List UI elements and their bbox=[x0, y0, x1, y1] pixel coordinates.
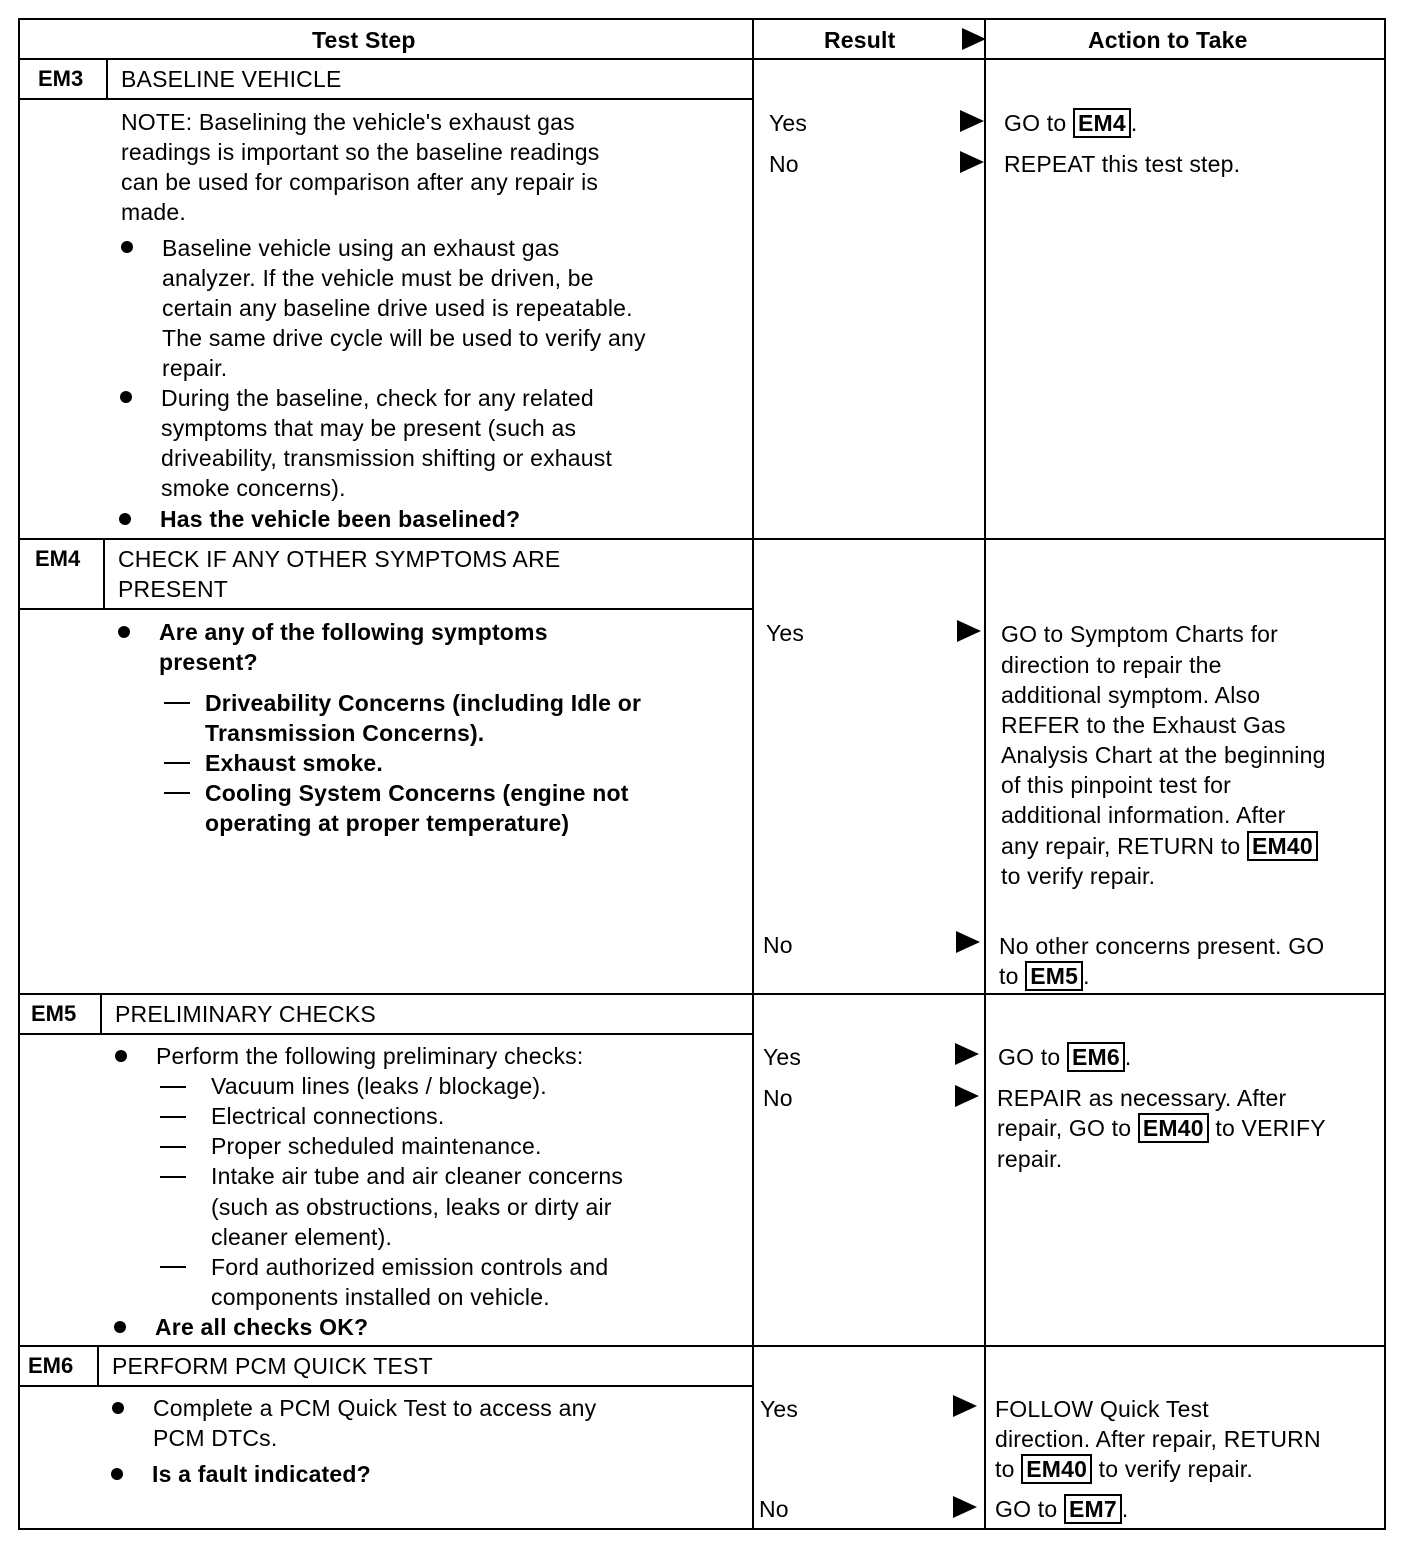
em6-bullet-line: PCM DTCs. bbox=[153, 1425, 278, 1451]
em4-action-yes-line: to verify repair. bbox=[1001, 863, 1156, 889]
em5-sub4-line: (such as obstructions, leaks or dirty air bbox=[211, 1194, 612, 1220]
em4-ref-em5[interactable]: EM5 bbox=[1025, 961, 1083, 991]
em4-sub3-line: operating at proper temperature) bbox=[205, 810, 570, 836]
em5-action-no-text: to VERIFY bbox=[1215, 1115, 1326, 1141]
dash-icon bbox=[160, 1086, 186, 1088]
column-divider-action bbox=[984, 18, 986, 1530]
dash-icon bbox=[160, 1116, 186, 1118]
bullet-icon bbox=[121, 241, 133, 253]
em5-action-yes bbox=[998, 1042, 1131, 1072]
em3-bullet2-line: driveability, transmission shifting or exhaust bbox=[161, 445, 613, 471]
bullet-icon bbox=[120, 391, 132, 403]
em3-action-yes-text: GO to bbox=[1004, 110, 1067, 136]
result-arrow-icon bbox=[960, 151, 984, 173]
row-divider-em6 bbox=[18, 1345, 1386, 1347]
em4-result-yes: Yes bbox=[766, 620, 805, 646]
em4-title-line: CHECK IF ANY OTHER SYMPTOMS ARE bbox=[118, 546, 561, 572]
em6-code: EM6 bbox=[28, 1353, 74, 1378]
bullet-icon bbox=[114, 1321, 126, 1333]
em6-action-yes-line: direction. After repair, RETURN bbox=[995, 1426, 1321, 1452]
em5-action-yes-period: . bbox=[1124, 1044, 1132, 1070]
em3-bullet2-line: symptoms that may be present (such as bbox=[161, 415, 577, 441]
em6-question: Is a fault indicated? bbox=[152, 1461, 371, 1487]
em5-question: Are all checks OK? bbox=[155, 1314, 369, 1340]
em3-note-line: NOTE: Baselining the vehicle's exhaust gas bbox=[121, 109, 575, 135]
column-divider-result bbox=[752, 18, 754, 1530]
em3-action-yes-period: . bbox=[1130, 110, 1138, 136]
header-arrow-icon bbox=[962, 28, 986, 50]
em5-result-yes: Yes bbox=[763, 1044, 802, 1070]
em6-action-yes-text: to verify repair. bbox=[1098, 1456, 1253, 1482]
em6-code-divider bbox=[97, 1345, 99, 1385]
em4-code-divider bbox=[103, 538, 105, 608]
em5-title-underline bbox=[18, 1033, 752, 1035]
em5-title: PRELIMINARY CHECKS bbox=[115, 1001, 376, 1027]
em4-action-yes-line: additional information. After bbox=[1001, 802, 1286, 828]
em5-sub1: Vacuum lines (leaks / blockage). bbox=[211, 1073, 547, 1099]
dash-icon bbox=[164, 762, 190, 764]
em4-ref-em40[interactable]: EM40 bbox=[1247, 831, 1318, 861]
em6-action-no bbox=[995, 1494, 1128, 1524]
row-divider-em4 bbox=[18, 538, 1386, 540]
em3-code: EM3 bbox=[38, 66, 84, 91]
em4-sub1-line: Driveability Concerns (including Idle or bbox=[205, 690, 642, 716]
em6-ref-em40[interactable]: EM40 bbox=[1021, 1454, 1092, 1484]
row-divider-em5 bbox=[18, 993, 1386, 995]
em5-sub5-line: components installed on vehicle. bbox=[211, 1284, 550, 1310]
em4-code: EM4 bbox=[35, 546, 81, 571]
em3-note-line: made. bbox=[121, 199, 186, 225]
result-arrow-icon bbox=[960, 110, 984, 132]
em6-ref-em7[interactable]: EM7 bbox=[1064, 1494, 1122, 1524]
em5-bullet: Perform the following preliminary checks: bbox=[156, 1043, 584, 1069]
header-divider bbox=[18, 58, 1386, 60]
em5-ref-em6[interactable]: EM6 bbox=[1067, 1042, 1125, 1072]
em4-sub3-line: Cooling System Concerns (engine not bbox=[205, 780, 629, 806]
em3-bullet1-line: certain any baseline drive used is repeatable. bbox=[162, 295, 633, 321]
bullet-icon bbox=[119, 513, 131, 525]
em4-action-yes-return bbox=[1001, 831, 1318, 861]
result-arrow-icon bbox=[957, 620, 981, 642]
em4-action-no-line: No other concerns present. GO bbox=[999, 933, 1325, 959]
dash-icon bbox=[164, 702, 190, 704]
em5-result-no: No bbox=[763, 1085, 793, 1111]
em4-action-no-text: to bbox=[999, 963, 1019, 989]
em4-action-yes-line: additional symptom. Also bbox=[1001, 682, 1261, 708]
em4-action-yes-line: Analysis Chart at the beginning bbox=[1001, 742, 1326, 768]
em5-sub4-line: Intake air tube and air cleaner concerns bbox=[211, 1163, 624, 1189]
result-arrow-icon bbox=[955, 1043, 979, 1065]
em3-result-no: No bbox=[769, 151, 799, 177]
em3-bullet1-line: repair. bbox=[162, 355, 228, 381]
em3-question: Has the vehicle been baselined? bbox=[160, 506, 521, 532]
em3-note-line: readings is important so the baseline readings bbox=[121, 139, 600, 165]
em6-bullet-line: Complete a PCM Quick Test to access any bbox=[153, 1395, 597, 1421]
header-test-step: Test Step bbox=[312, 27, 416, 53]
em4-action-yes-line: REFER to the Exhaust Gas bbox=[1001, 712, 1286, 738]
em6-title-underline bbox=[18, 1385, 752, 1387]
em4-sub1-line: Transmission Concerns). bbox=[205, 720, 485, 746]
em4-action-yes-text: any repair, RETURN to bbox=[1001, 833, 1241, 859]
em5-sub3: Proper scheduled maintenance. bbox=[211, 1133, 542, 1159]
bullet-icon bbox=[115, 1050, 127, 1062]
em3-note-line: can be used for comparison after any repair is bbox=[121, 169, 599, 195]
em5-action-yes-text: GO to bbox=[998, 1044, 1061, 1070]
em4-title-line: PRESENT bbox=[118, 576, 229, 602]
em3-action-no: REPEAT this test step. bbox=[1004, 151, 1241, 177]
em6-action-no-period: . bbox=[1121, 1496, 1129, 1522]
result-arrow-icon bbox=[953, 1496, 977, 1518]
em4-sub2: Exhaust smoke. bbox=[205, 750, 383, 776]
em3-bullet2-line: smoke concerns). bbox=[161, 475, 346, 501]
em5-sub2: Electrical connections. bbox=[211, 1103, 445, 1129]
bullet-icon bbox=[118, 626, 130, 638]
dash-icon bbox=[160, 1266, 186, 1268]
em4-question-line: present? bbox=[159, 649, 258, 675]
em4-action-no-period: . bbox=[1083, 963, 1090, 989]
result-arrow-icon bbox=[955, 1085, 979, 1107]
dash-icon bbox=[160, 1176, 186, 1178]
em3-result-yes: Yes bbox=[769, 110, 808, 136]
em5-action-no-text: repair, GO to bbox=[997, 1115, 1132, 1141]
em4-title-underline bbox=[18, 608, 752, 610]
em4-action-yes-line: GO to Symptom Charts for bbox=[1001, 621, 1279, 647]
em3-title-underline bbox=[18, 98, 752, 100]
bullet-icon bbox=[111, 1468, 123, 1480]
em5-code: EM5 bbox=[31, 1001, 77, 1026]
bullet-icon bbox=[112, 1402, 124, 1414]
em4-action-no-goto bbox=[999, 961, 1090, 991]
em6-action-no-text: GO to bbox=[995, 1496, 1058, 1522]
em6-action-yes-text: to bbox=[995, 1456, 1015, 1482]
em4-action-yes-line: direction to repair the bbox=[1001, 652, 1222, 678]
em4-action-yes-line: of this pinpoint test for bbox=[1001, 772, 1232, 798]
em3-bullet1-line: The same drive cycle will be used to verify any bbox=[162, 325, 646, 351]
em3-title: BASELINE VEHICLE bbox=[121, 66, 342, 92]
em3-bullet1-line: analyzer. If the vehicle must be driven, be bbox=[162, 265, 594, 291]
result-arrow-icon bbox=[956, 931, 980, 953]
em3-bullet2-line: During the baseline, check for any related bbox=[161, 385, 594, 411]
dash-icon bbox=[160, 1146, 186, 1148]
em5-action-no-goto bbox=[997, 1113, 1326, 1143]
em5-action-no-line: repair. bbox=[997, 1146, 1063, 1172]
em5-ref-em40[interactable]: EM40 bbox=[1138, 1113, 1209, 1143]
em6-result-yes: Yes bbox=[760, 1396, 799, 1422]
em4-question-line: Are any of the following symptoms bbox=[159, 619, 548, 645]
em4-result-no: No bbox=[763, 932, 793, 958]
em5-sub4-line: cleaner element). bbox=[211, 1224, 393, 1250]
em5-sub5-line: Ford authorized emission controls and bbox=[211, 1254, 609, 1280]
em3-action-yes bbox=[1004, 108, 1137, 138]
em6-result-no: No bbox=[759, 1496, 789, 1522]
em6-action-yes-return bbox=[995, 1454, 1253, 1484]
dash-icon bbox=[164, 792, 190, 794]
header-result: Result bbox=[824, 27, 896, 53]
em3-ref-em4[interactable]: EM4 bbox=[1073, 108, 1131, 138]
em3-bullet1-line: Baseline vehicle using an exhaust gas bbox=[162, 235, 560, 261]
em6-action-yes-line: FOLLOW Quick Test bbox=[995, 1396, 1209, 1422]
em3-code-divider bbox=[106, 58, 108, 98]
result-arrow-icon bbox=[953, 1395, 977, 1417]
em5-action-no-line: REPAIR as necessary. After bbox=[997, 1085, 1287, 1111]
em6-title: PERFORM PCM QUICK TEST bbox=[112, 1353, 433, 1379]
header-action: Action to Take bbox=[1088, 27, 1248, 53]
em5-code-divider bbox=[100, 993, 102, 1033]
